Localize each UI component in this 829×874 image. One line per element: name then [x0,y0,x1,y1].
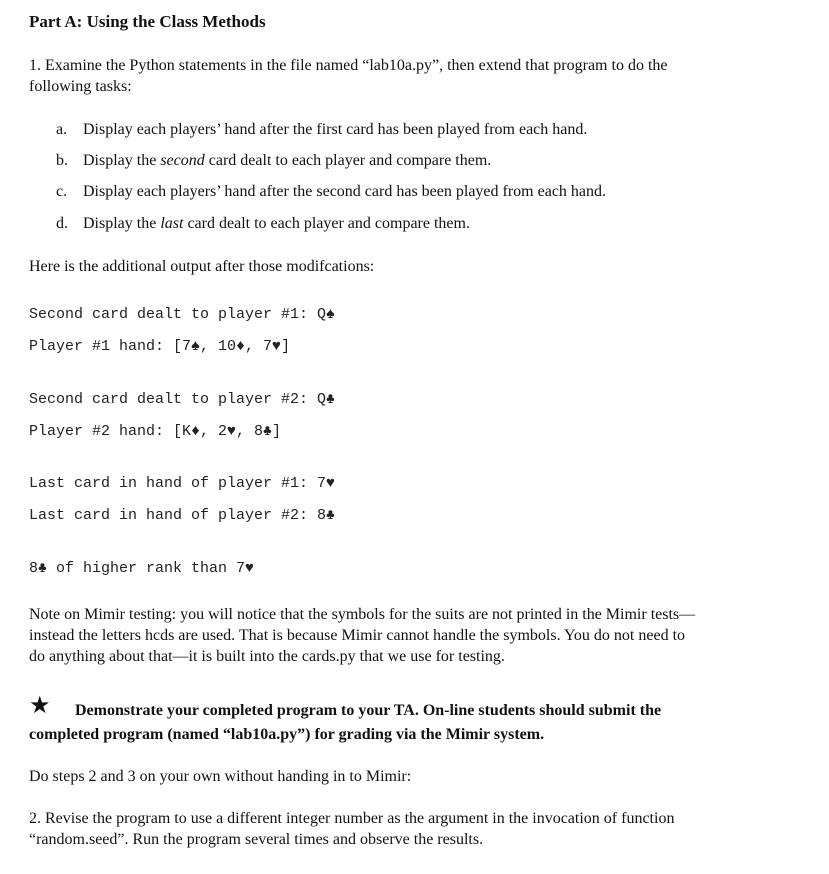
task-letter: b. [56,152,68,169]
task-letter: c. [56,183,68,200]
output-line: Last card in hand of player #2: 8♣ [29,507,336,524]
task-letter: a. [56,121,68,138]
task-item-d [56,213,470,234]
output-line: Last card in hand of player #1: 7♥ [29,475,336,492]
task-item-a [56,119,587,140]
demo-text-2: completed program (named “lab10a.py”) for grading via the Mimir system. [29,726,545,743]
step-1-number: 1. [29,57,41,74]
task-text: Display each players’ hand after the first card has been played from each hand. [83,121,588,138]
task-text: Display each players’ hand after the second card has been played from each hand. [83,183,607,200]
output-line: Second card dealt to player #2: Q♣ [29,391,336,408]
note-line-2: instead the letters hcds are used. That is because Mimir cannot handle the symbols. You do not need to [29,627,686,644]
demo-line-1 [75,700,661,721]
step-1-text-1: Examine the Python statements in the file named “lab10a.py”, then extend that program to do the [45,57,668,74]
demo-line-2 [29,724,544,745]
demo-text-1: Demonstrate your completed program to your TA. On-line students should submit the [75,702,662,719]
task-letter: d. [56,215,68,232]
output-line: Player #2 hand: [K♦, 2♥, 8♣] [29,423,282,440]
note-line-1: Note on Mimir testing: you will notice that the symbols for the suits are not printed in the Mimir tests— [29,606,696,623]
output-line: Second card dealt to player #1: Q♠ [29,306,336,323]
task-emphasis: last [160,215,184,232]
task-text: Display the [83,152,161,169]
output-line: 8♣ of higher rank than 7♥ [29,560,255,577]
task-text: Display the [83,215,161,232]
task-emphasis: second [160,152,205,169]
task-item-b [56,150,491,171]
steps-note: Do steps 2 and 3 on your own without handing in to Mimir: [29,768,412,785]
section-heading: Part A: Using the Class Methods [29,12,266,31]
step-2-line-2: “random.seed”. Run the program several times and observe the results. [29,831,484,848]
note-line-3: do anything about that—it is built into the cards.py that we use for testing. [29,648,505,665]
step-1-line-2: following tasks: [29,78,132,95]
star-icon: ★ [29,693,51,719]
output-line: Player #1 hand: [7♠, 10♦, 7♥] [29,338,291,355]
task-text-end: card dealt to each player and compare them. [204,152,492,169]
step-1-line-1 [29,55,668,76]
step-2-line-1: 2. Revise the program to use a different integer number as the argument in the invocation of function [29,810,675,827]
task-text-end: card dealt to each player and compare them. [183,215,470,232]
output-intro: Here is the additional output after those modifcations: [29,258,375,275]
task-item-c [56,181,606,202]
